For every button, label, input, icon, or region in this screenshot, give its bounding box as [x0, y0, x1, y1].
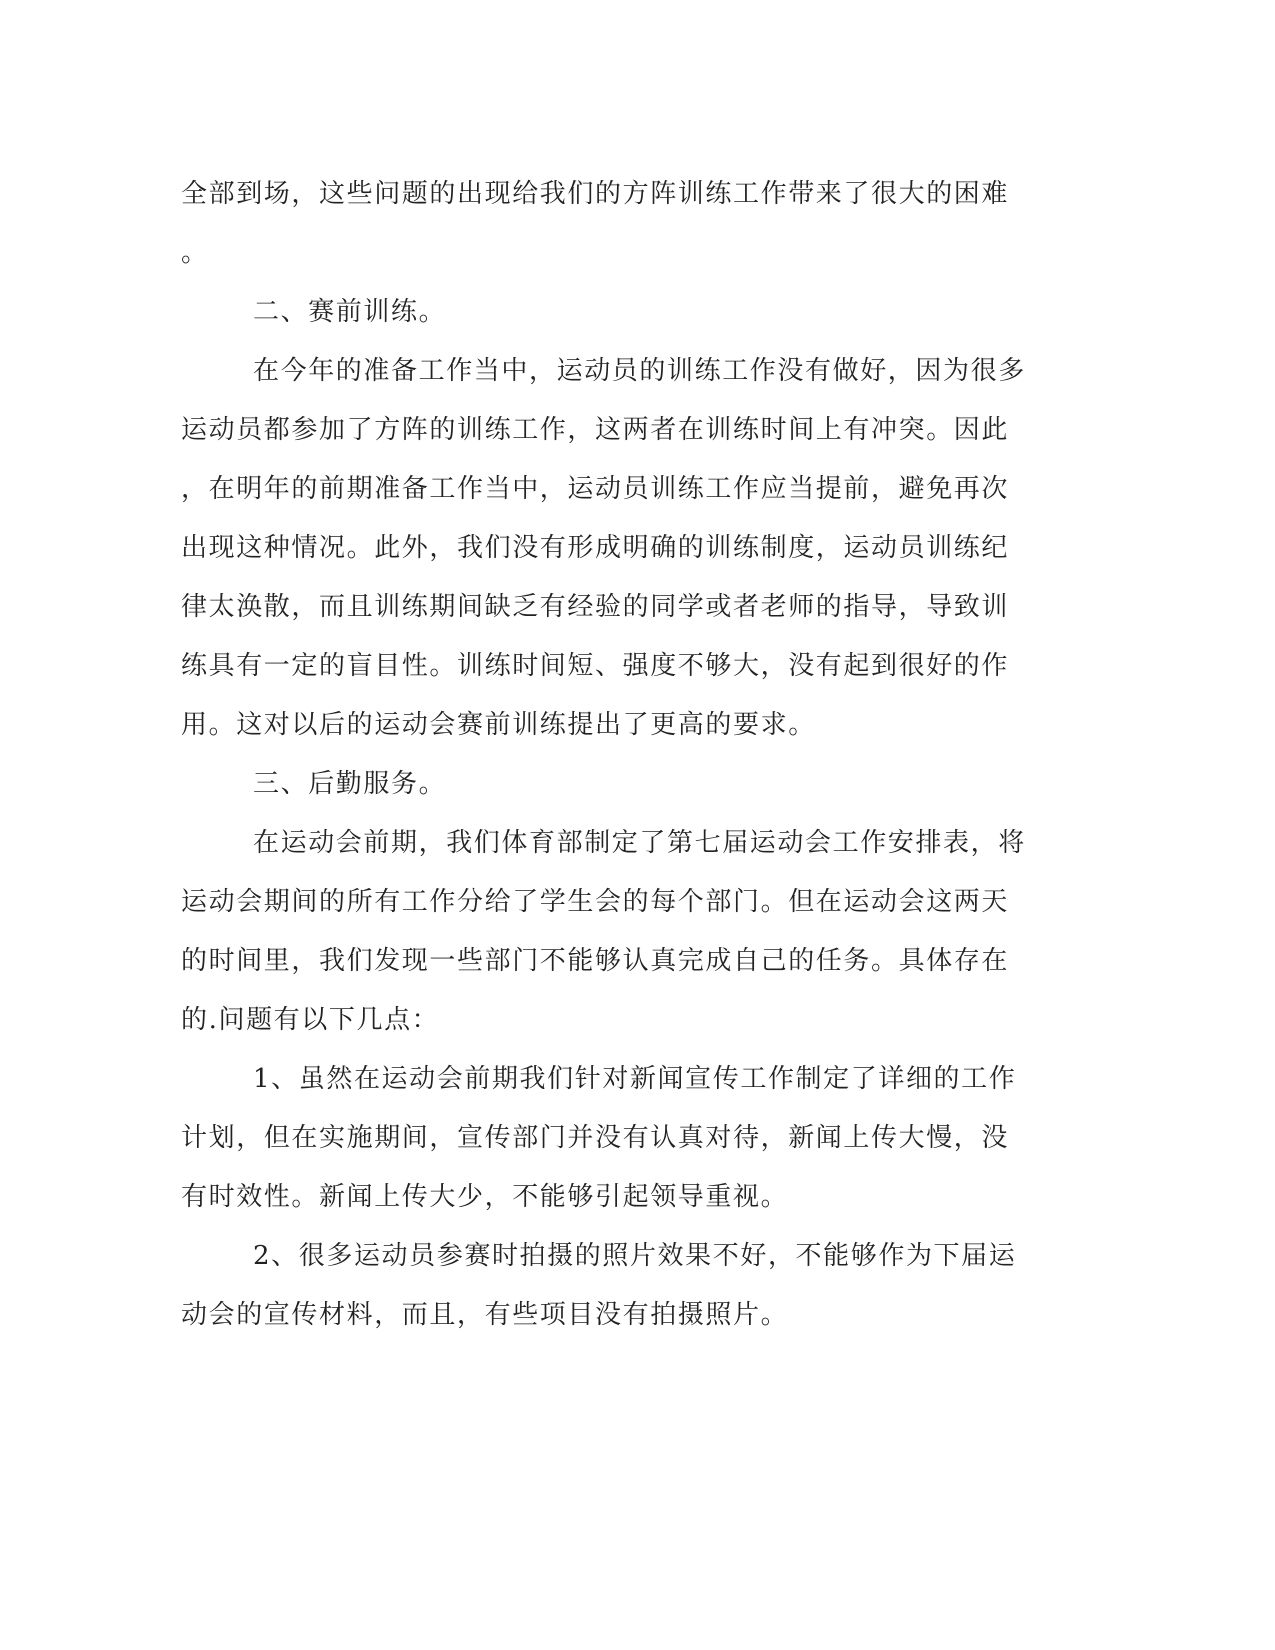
text-line: 的.问题有以下几点： [181, 1005, 440, 1035]
text-line: 在运动会前期，我们体育部制定了第七届运动会工作安排表，将 [253, 828, 1026, 858]
text-line: 全部到场，这些问题的出现给我们的方阵训练工作带来了很大的困难 [181, 179, 1010, 209]
text-line: ，在明年的前期准备工作当中，运动员训练工作应当提前，避免再次 [181, 474, 1010, 504]
text-line: 2、很多运动员参赛时拍摄的照片效果不好，不能够作为下届运 [253, 1241, 1017, 1271]
text-line: 1、虽然在运动会前期我们针对新闻宣传工作制定了详细的工作 [253, 1064, 1017, 1094]
text-line: 三、后勤服务。 [253, 769, 447, 799]
text-line: 运动员都参加了方阵的训练工作，这两者在训练时间上有冲突。因此 [181, 415, 1010, 445]
text-line: 的时间里，我们发现一些部门不能够认真完成自己的任务。具体存在 [181, 946, 1010, 976]
text-line: 运动会期间的所有工作分给了学生会的每个部门。但在运动会这两天 [181, 887, 1010, 917]
text-line: 。 [181, 238, 209, 268]
document-page [181, 165, 1041, 1345]
text-line: 律太涣散，而且训练期间缺乏有经验的同学或者老师的指导，导致训 [181, 592, 1010, 622]
text-line: 动会的宣传材料，而且，有些项目没有拍摄照片。 [181, 1300, 789, 1330]
text-line: 在今年的准备工作当中，运动员的训练工作没有做好，因为很多 [253, 356, 1026, 386]
text-line: 有时效性。新闻上传大少，不能够引起领导重视。 [181, 1182, 789, 1212]
text-line: 二、赛前训练。 [253, 297, 447, 327]
text-line: 计划，但在实施期间，宣传部门并没有认真对待，新闻上传大慢，没 [181, 1123, 1010, 1153]
text-line: 用。这对以后的运动会赛前训练提出了更高的要求。 [181, 710, 816, 740]
text-line: 出现这种情况。此外，我们没有形成明确的训练制度，运动员训练纪 [181, 533, 1010, 563]
text-line: 练具有一定的盲目性。训练时间短、强度不够大，没有起到很好的作 [181, 651, 1010, 681]
